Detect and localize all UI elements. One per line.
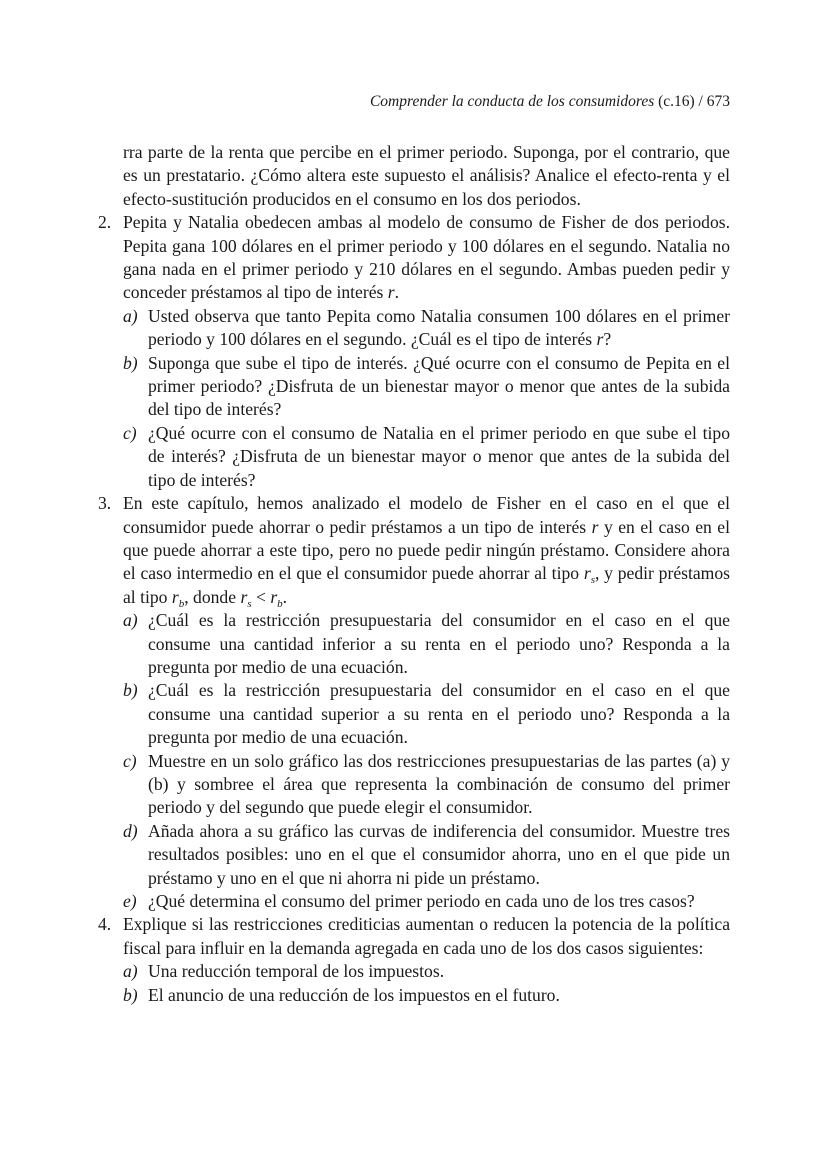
subitem-label: a) [123,610,138,631]
text-segment: ¿Qué ocurre con el consumo de Natalia en el primer periodo en que sube el tipo de interés? ¿Disfruta de un bienestar mayor o menor que antes de la subida del tipo de interés? [148,422,730,490]
text-segment: < [251,586,271,607]
chapter-ref: (c.16) / [654,93,707,110]
subitem-text [148,890,730,913]
chapter-title: Comprender la conducta de los consumidores [369,93,655,110]
subitem-text [148,750,730,820]
subitem-label: e) [123,891,137,911]
text-segment: Pepita y Natalia obedecen ambas al modelo de consumo de Fisher de dos periodos. Pepita gana 100 dólares en el primer periodo y 100 dólares en el segundo. Natalia no gana nada en el primer periodo y 210 dólares en el segundo. Ambas pueden pedir y conceder préstamos al tipo de interés [123,212,730,303]
subitem-text [148,679,730,749]
exercise-text [123,211,730,305]
exercise-subitem [123,352,730,422]
subitem-text [148,352,730,422]
exercise-subitem [123,984,730,1007]
subitem-text [148,960,730,983]
text-segment: , donde [184,586,241,607]
math-variable: r [591,516,599,537]
exercise-text [123,492,730,609]
exercise-subitem [123,609,730,679]
continuation-paragraph [123,141,730,211]
exercise-item [98,211,730,492]
subitem-text [148,820,730,890]
exercise-subitem [123,820,730,890]
exercise-subitem [123,890,730,913]
text-segment: ¿Cuál es la restricción presupuestaria del consumidor en el caso en el que consume una cantidad inferior a su renta en el periodo uno? Responda a la pregunta por medio de una ecuación. [148,610,730,677]
text-segment: Una reducción temporal de los impuestos. [148,961,445,982]
subitem-label: c) [123,422,137,443]
math-subscript: s [247,597,252,610]
text-segment: Usted observa que tanto Pepita como Natalia consumen 100 dólares en el primer periodo y 100 dólares en el segundo. ¿Cuál es el tipo de interés [148,305,730,350]
exercise-number: 3. [98,493,112,514]
exercise-number: 2. [98,212,112,233]
exercise-subitem [123,422,730,492]
exercise-text [123,913,730,960]
math-variable: r [171,586,179,607]
subitem-text [148,305,730,352]
math-subscript: b [277,597,283,610]
text-segment: Suponga que sube el tipo de interés. ¿Qué ocurre con el consumo de Pepita en el primer periodo? ¿Disfruta de un bienestar mayor o menor que antes de la subida del tipo de interés? [148,352,730,420]
math-variable: r [596,329,604,350]
subitem-text [148,422,730,492]
exercise-item [98,913,730,1007]
text-segment: . [282,586,288,607]
exercise-subitem [123,960,730,983]
text-segment: ¿Cuál es la restricción presupuestaria del consumidor en el caso en el que consume una cantidad superior a su renta en el periodo uno? Responda a la pregunta por medio de una ecuación. [148,680,730,748]
exercise-subitem [123,305,730,352]
text-segment: Muestre en un solo gráfico las dos restricciones presupuestarias de las partes (a) y (b) y sombree el área que representa la combinación de consumo del primer periodo y del segundo que puede elegir el consumidor. [148,750,730,818]
text-segment: . [394,282,400,303]
text-segment: ? [603,329,612,350]
text-segment: y en el caso en el que puede ahorrar a este tipo, pero no puede pedir ningún préstamo. Considere ahora el caso intermedio en el que el consumidor puede ahorrar al tipo [123,516,731,584]
text-segment: En este capítulo, hemos analizado el modelo de Fisher en el caso en el que el consumidor puede ahorrar o pedir préstamos a un tipo de interés [123,493,730,537]
text-segment: Explique si las restricciones crediticias aumentan o reducen la potencia de la política fiscal para influir en la demanda agregada en cada uno de los dos casos siguientes: [123,914,730,958]
text-segment: El anuncio de una reducción de los impuestos en el futuro. [148,984,560,1005]
subitem-text [148,609,730,679]
running-header [370,93,730,111]
subitem-label: b) [123,680,138,701]
math-variable: r [583,563,591,584]
exercise-item [98,492,730,913]
subitem-label: a) [123,961,138,982]
text-segment: , y pedir préstamos al tipo [123,563,730,607]
text-segment: rra parte de la renta que percibe en el primer periodo. Suponga, por el contrario, que es un prestatario. ¿Cómo altera este supuesto el análisis? Analice el efecto-renta y el efecto-sustitución producidos en el consumo en los dos periodos. [123,142,730,209]
math-subscript: s [590,574,595,587]
exercise-number: 4. [98,914,112,935]
exercise-subitem [123,679,730,749]
text-segment: ¿Qué determina el consumo del primer periodo en cada uno de los tres casos? [148,891,695,911]
subitem-label: d) [123,820,138,841]
text-segment: Añada ahora a su gráfico las curvas de indiferencia del consumidor. Muestre tres resultados posibles: uno en el que el consumidor ahorra, uno en el que pide un préstamo y uno en el que ni ahorra ni pide un préstamo. [148,820,730,888]
math-variable: r [240,586,248,607]
subitem-text [148,984,730,1007]
math-variable: r [270,586,278,607]
math-variable: r [387,282,395,303]
exercise-subitem [123,750,730,820]
math-subscript: b [178,597,185,610]
subitem-label: b) [123,352,138,373]
subitem-label: c) [123,750,137,771]
exercise-list [98,141,730,1007]
page-number: 673 [706,93,730,110]
subitem-label: a) [123,305,138,326]
subitem-label: b) [123,984,138,1005]
